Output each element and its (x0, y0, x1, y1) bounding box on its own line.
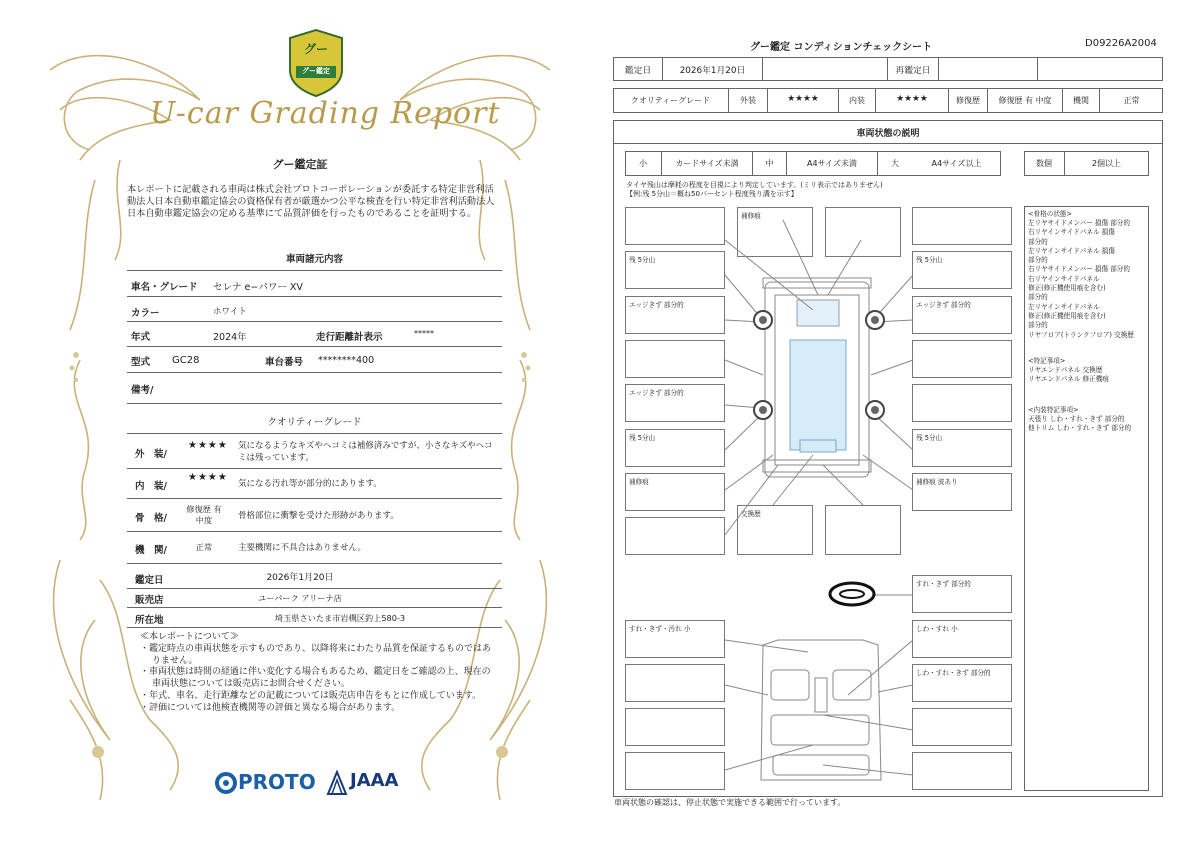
car-name-label: 車名・グレード (131, 282, 198, 293)
report-script-title: U-car Grading Report (150, 96, 501, 131)
engine-label: 機 関/ (135, 545, 167, 556)
chassis-value: ********400 (318, 355, 375, 366)
damage-label: 補修痕 (741, 212, 761, 220)
mileage-label: 走行距離計表示 (316, 332, 383, 343)
divider (127, 346, 502, 347)
damage-label: しわ・すれ 小 (916, 625, 958, 633)
divider (127, 372, 502, 373)
state-title: 車両状態の説明 (856, 129, 920, 139)
damage-label: エッジきず 部分的 (629, 301, 684, 309)
int-stars: ★★★★ (896, 94, 928, 104)
frame-notes-title: <骨格の状態> (1028, 210, 1073, 218)
grading-date-value: 2026年1月20日 (266, 573, 334, 583)
sheet-title: グー鑑定 コンディションチェックシート (750, 42, 933, 53)
quality-section-title: クオリティーグレード (267, 417, 362, 428)
model-value: GC28 (172, 355, 200, 366)
frame-description: 骨格部位に衝撃を受けた形跡があります。 (238, 511, 399, 521)
reinspect-label: 再鑑定日 (895, 66, 931, 76)
sheet-date-label: 鑑定日 (624, 66, 652, 76)
spec-section-title: 車両諸元内容 (285, 254, 343, 265)
quality-label: クオリティーグレード (630, 96, 711, 105)
frame-label: 骨 格/ (135, 513, 167, 524)
year-label: 年式 (131, 332, 151, 343)
exterior-description: 気になるようなキズやヘコミは補修済みですが、小さなキズやヘコミは残っています。 (238, 441, 493, 463)
size-large-desc: A4サイズ以上 (931, 159, 982, 168)
address-label: 所在地 (135, 615, 164, 626)
proto-logo-icon (215, 772, 237, 794)
damage-label: エッジきず 部分的 (629, 389, 684, 397)
engine-label: 機関 (1073, 96, 1089, 105)
report-notes (140, 632, 495, 715)
divider (127, 296, 502, 297)
car-name-value: セレナ e−パワー XV (213, 282, 303, 293)
divider (127, 607, 502, 608)
note-item: ・年式、車名、走行距離などの記載については販売店申告をもとに作成しています。 (140, 690, 482, 701)
certificate-intro: 本レポートに記載される車両は株式会社プロトコーポレーションが委託する特定非営利活動法人日本自動車鑑定協会の資格保有者が厳選かつ公平な検査を行い特定非営利活動法人日本自動車鑑定協会の定める基準にて品質評価を行ったものであることを証明する。 (127, 184, 495, 219)
damage-label: エッジきず 部分的 (916, 301, 971, 309)
divider (938, 57, 1038, 81)
sheet-date-value: 2026年1月20日 (679, 66, 746, 76)
interior-notes: 天張り しわ・すれ・きず 部分的 他トリム しわ・すれ・きず 部分的 (1028, 415, 1132, 433)
divider (127, 588, 502, 589)
frame-value: 修復歴 有 中度 (186, 504, 222, 525)
size-small-desc: カードサイズ未満 (675, 159, 739, 168)
interior-stars: ★★★★ (188, 472, 228, 483)
sheet-code: D09226A2004 (1085, 38, 1157, 49)
divider (127, 531, 502, 532)
chassis-label: 車台番号 (265, 357, 304, 368)
proto-logo: PROTO (238, 770, 316, 794)
damage-label: 補修痕 (629, 478, 649, 486)
model-label: 型式 (131, 357, 151, 368)
year-value: 2024年 (213, 332, 247, 343)
interior-description: 気になる汚れ等が部分的にあります。 (238, 479, 382, 489)
jaaa-logo-icon (326, 770, 348, 796)
size-mid-desc: A4サイズ未満 (807, 159, 857, 168)
ext-stars: ★★★★ (787, 94, 819, 104)
damage-label: 交換歴 (741, 510, 761, 518)
damage-label: すれ・きず・汚れ 小 (629, 625, 691, 633)
size-mid: 中 (765, 159, 774, 168)
color-label: カラー (131, 308, 160, 319)
shop-label: 販売店 (135, 595, 164, 606)
car-body-diagram (613, 200, 1023, 800)
damage-label: すれ・きず 部分的 (916, 580, 971, 588)
special-notes: リヤエンドパネル 交換歴 リヤエンドパネル 修正機痕 (1028, 366, 1109, 384)
count-desc: 2個以上 (1091, 159, 1122, 168)
engine-description: 主要機関に不具合はありません。 (238, 543, 367, 553)
damage-label: 補修痕 波あり (916, 478, 958, 486)
divider (127, 627, 502, 628)
size-large: 大 (891, 159, 899, 168)
engine-value: 正常 (195, 542, 213, 552)
note-item: ・評価については他検査機関等の評価と異なる場合があります。 (140, 702, 401, 713)
damage-label: しわ・すれ・きず 部分的 (916, 669, 991, 677)
divider (127, 270, 502, 271)
interior-notes-title: <内装特記事項> (1028, 406, 1079, 414)
repair-label: 修復歴 (956, 96, 980, 105)
engine-value: 正常 (1123, 96, 1140, 105)
divider (127, 403, 502, 404)
exterior-stars: ★★★★ (188, 440, 228, 451)
interior-label: 内 装/ (135, 481, 167, 492)
color-value: ホワイト (213, 307, 247, 317)
divider (127, 498, 502, 499)
divider (127, 563, 502, 564)
divider (127, 433, 502, 434)
certificate-heading: グー鑑定証 (272, 158, 328, 171)
jaaa-logo: JAAA (350, 770, 399, 791)
emblem-logo-text: グー (303, 42, 328, 56)
special-notes-title: <特記事項> (1028, 357, 1066, 365)
repair-value: 修復歴 有 中度 (998, 96, 1052, 105)
damage-label: 残 5分山 (629, 434, 656, 442)
exterior-label: 外 装/ (135, 449, 167, 460)
damage-label: 残 5分山 (916, 434, 943, 442)
divider (127, 321, 502, 322)
sheet-footer-note: 車両状態の確認は、停止状態で実施できる範囲で行っています。 (614, 798, 846, 807)
tire-note: タイヤ残山は摩耗の程度を目視により判定しています。(ミリ表示ではありません) (626, 181, 883, 189)
divider (127, 468, 502, 469)
divider (762, 57, 888, 81)
damage-label: 残 5分山 (629, 256, 656, 264)
remarks-label: 備考/ (131, 385, 154, 396)
notes-title: ≪本レポートについて≫ (140, 632, 239, 642)
emblem-label: グー鑑定 (302, 67, 330, 75)
note-item: ・車両状態は時間の経過に伴い変化する場合もあるため、鑑定日をご確認の上、現在の車両状態については販売店にお問合せください。 (140, 667, 491, 690)
size-small: 小 (639, 159, 647, 168)
shop-value: ユーパーク アリーナ店 (258, 593, 342, 603)
ext-label: 外装 (740, 96, 756, 105)
damage-label: 残 5分山 (916, 256, 943, 264)
count-label: 数個 (1036, 159, 1052, 168)
tire-note-example: 【例:残 5分山＝概ね50パーセント程度残り溝を示す】 (626, 190, 798, 198)
grading-date-label: 鑑定日 (135, 575, 164, 586)
mileage-value: ***** (414, 329, 434, 338)
note-item: ・鑑定時点の車両状態を示すものであり、以降将来にわたり品質を保証するものではありません。 (140, 643, 492, 666)
address-value: 埼玉県さいたま市岩槻区釣上580-3 (274, 613, 406, 623)
frame-notes: 左リヤサイドメンバー 損傷 部分的 右リヤインサイドパネル 損傷 部分的 左リヤインサイドパネル 損傷 部分的 右リヤサイドメンバー 損傷 部分的 右リヤインサイドパネル 修正(修正機使用痕を含む) 部分的 左リヤインサイドパネル 修正(修正機使用痕を含む) 部分的 リヤフロア(トランクフロア) 交換歴 (1028, 219, 1134, 339)
int-label: 内装 (849, 96, 865, 105)
